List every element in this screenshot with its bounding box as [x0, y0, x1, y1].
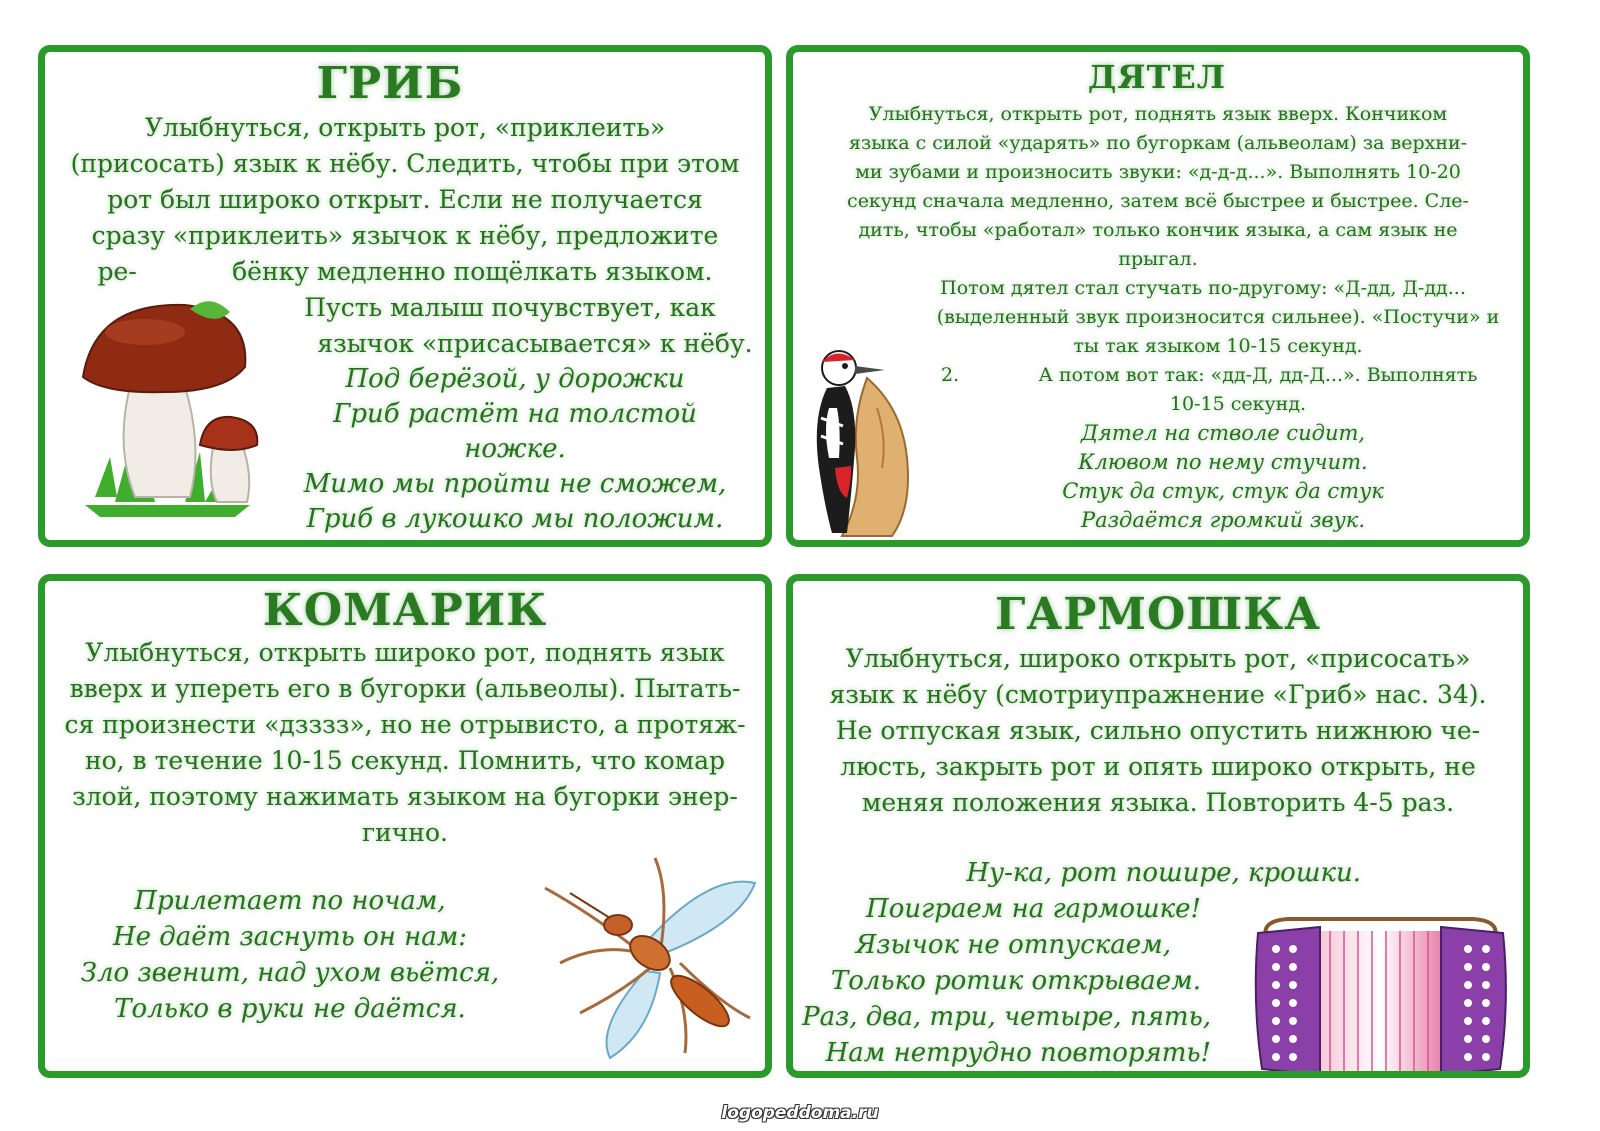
poem-line: Язычок не отпускаем, [855, 930, 1171, 960]
poem-line: Зло звенит, над ухом вьётся, [80, 958, 500, 988]
text-line: (выделенный звук произносится сильнее). «Постучи» и [936, 306, 1500, 328]
text-line: вверх и упереть его в бугорки (альвеолы). Пытать- [69, 674, 741, 703]
text-line: ты так языком 10-15 секунд. [1073, 335, 1363, 357]
card-title: ДЯТЕЛ [1087, 58, 1227, 96]
poem-line: Прилетает по ночам, [134, 886, 446, 916]
poem-line: Гриб в лукошко мы положим. [306, 504, 724, 534]
text-line: языка с силой «ударять» по бугоркам (альвеолам) за верхни- [848, 132, 1468, 154]
poem-line: Под берёзой, у дорожки [345, 364, 685, 394]
text-line: 10-15 секунд. [1169, 393, 1307, 415]
poem-line: Раздаётся громкий звук. [1080, 508, 1366, 532]
text-line: меняя положения языка. Повторить 4-5 раз. [861, 788, 1455, 817]
text-line: люсть, закрыть рот и опять широко открыть, не [840, 752, 1476, 781]
text-line: Не отпуская язык, сильно опустить нижнюю че- [835, 716, 1481, 745]
card-dyatel [786, 45, 1530, 547]
poem-line: Клювом по нему стучит. [1078, 450, 1368, 474]
text-line: злой, поэтому нажимать языком на бугорки энер- [72, 782, 738, 811]
text-line: гично. [362, 818, 448, 847]
card-poem [801, 855, 1361, 1071]
card-title: КОМАРИК [262, 585, 548, 636]
card-title: ГРИБ [316, 58, 464, 109]
poem-line: Ну-ка, рот пошире, крошки. [966, 858, 1361, 888]
poem-line: Не даёт заснуть он нам: [112, 922, 468, 952]
poem-line: Мимо мы пройти не сможем, [303, 469, 727, 499]
poem-line: Стук да стук, стук да стук [1062, 479, 1384, 503]
poem-line: Поиграем на гармошке! [866, 894, 1201, 924]
text-line: но, в течение 10-15 секунд. Помнить, что комар [84, 746, 726, 775]
text-line: (присосать) язык к нёбу. Следить, чтобы при этом [70, 149, 740, 178]
text-line: дить, чтобы «работал» только кончик языка, а сам язык не [858, 219, 1458, 241]
text-line: ми зубами и произносить звуки: «д-д-д...». Выполнять 10-20 [855, 161, 1461, 183]
text-line: Улыбнуться, открыть рот, «приклеить» [144, 113, 666, 142]
poem-line: Только в руки не даётся. [114, 994, 466, 1024]
text-line: Улыбнуться, открыть широко рот, поднять язык [85, 638, 725, 667]
poem-line: Гриб растёт на толстой [333, 399, 697, 429]
text-line: Улыбнуться, широко открыть рот, «присосать» [845, 644, 1471, 673]
mushroom-illustration [75, 297, 265, 527]
card-poem [275, 362, 755, 537]
poem-line: Только ротик открываем. [830, 966, 1201, 996]
mosquito-illustration [540, 853, 770, 1073]
poem-line: Раз, два, три, четыре, пять, [802, 1002, 1211, 1032]
card-poem [65, 883, 515, 1027]
card-description [803, 100, 1513, 361]
card-grib [38, 45, 772, 547]
text-line: язык к нёбу (смотриупражнение «Гриб» нас. 34). [829, 680, 1487, 709]
card-garmoshka [786, 574, 1530, 1078]
text-line: Улыбнуться, открыть рот, поднять язык вверх. Кончиком [868, 103, 1448, 125]
numbered-item [933, 361, 1523, 419]
text-line: Пусть малыш почувствует, как [304, 293, 716, 322]
poem-line: Нам нетрудно повторять! [825, 1038, 1211, 1068]
card-komarik [38, 574, 772, 1078]
text-line: секунд сначала медленно, затем всё быстрее и быстрее. Сле- [847, 190, 1469, 212]
text-line: ся произнести «дзззз», но не отрывисто, а протяж- [64, 710, 746, 739]
text-line: ре- бёнку медленно пощёлкать языком. [97, 257, 713, 286]
text-line: прыгал. [1118, 248, 1198, 270]
text-line: А потом вот так: «дд-Д, дд-Д...». Выполнять [1038, 364, 1478, 386]
card-title: ГАРМОШКА [995, 589, 1321, 640]
poem-line: ножке. [464, 434, 566, 464]
site-watermark: logopeddoma.ru [721, 1103, 879, 1123]
accordion-illustration [1248, 911, 1513, 1078]
text-line: язычок «присасывается» к нёбу. [317, 329, 753, 358]
item-number: 2. [941, 364, 960, 386]
poem-line: Дятел на стволе сидит, [1080, 421, 1366, 445]
card-poem [1003, 419, 1443, 535]
woodpecker-illustration [807, 348, 917, 538]
card-description [797, 641, 1519, 821]
text-line: рот был широко открыт. Если не получается [107, 185, 703, 214]
text-line: сразу «приклеить» язычок к нёбу, предложите [91, 221, 719, 250]
card-description [49, 635, 761, 851]
text-line: Потом дятел стал стучать по-другому: «Д-дд, Д-дд... [940, 277, 1466, 299]
